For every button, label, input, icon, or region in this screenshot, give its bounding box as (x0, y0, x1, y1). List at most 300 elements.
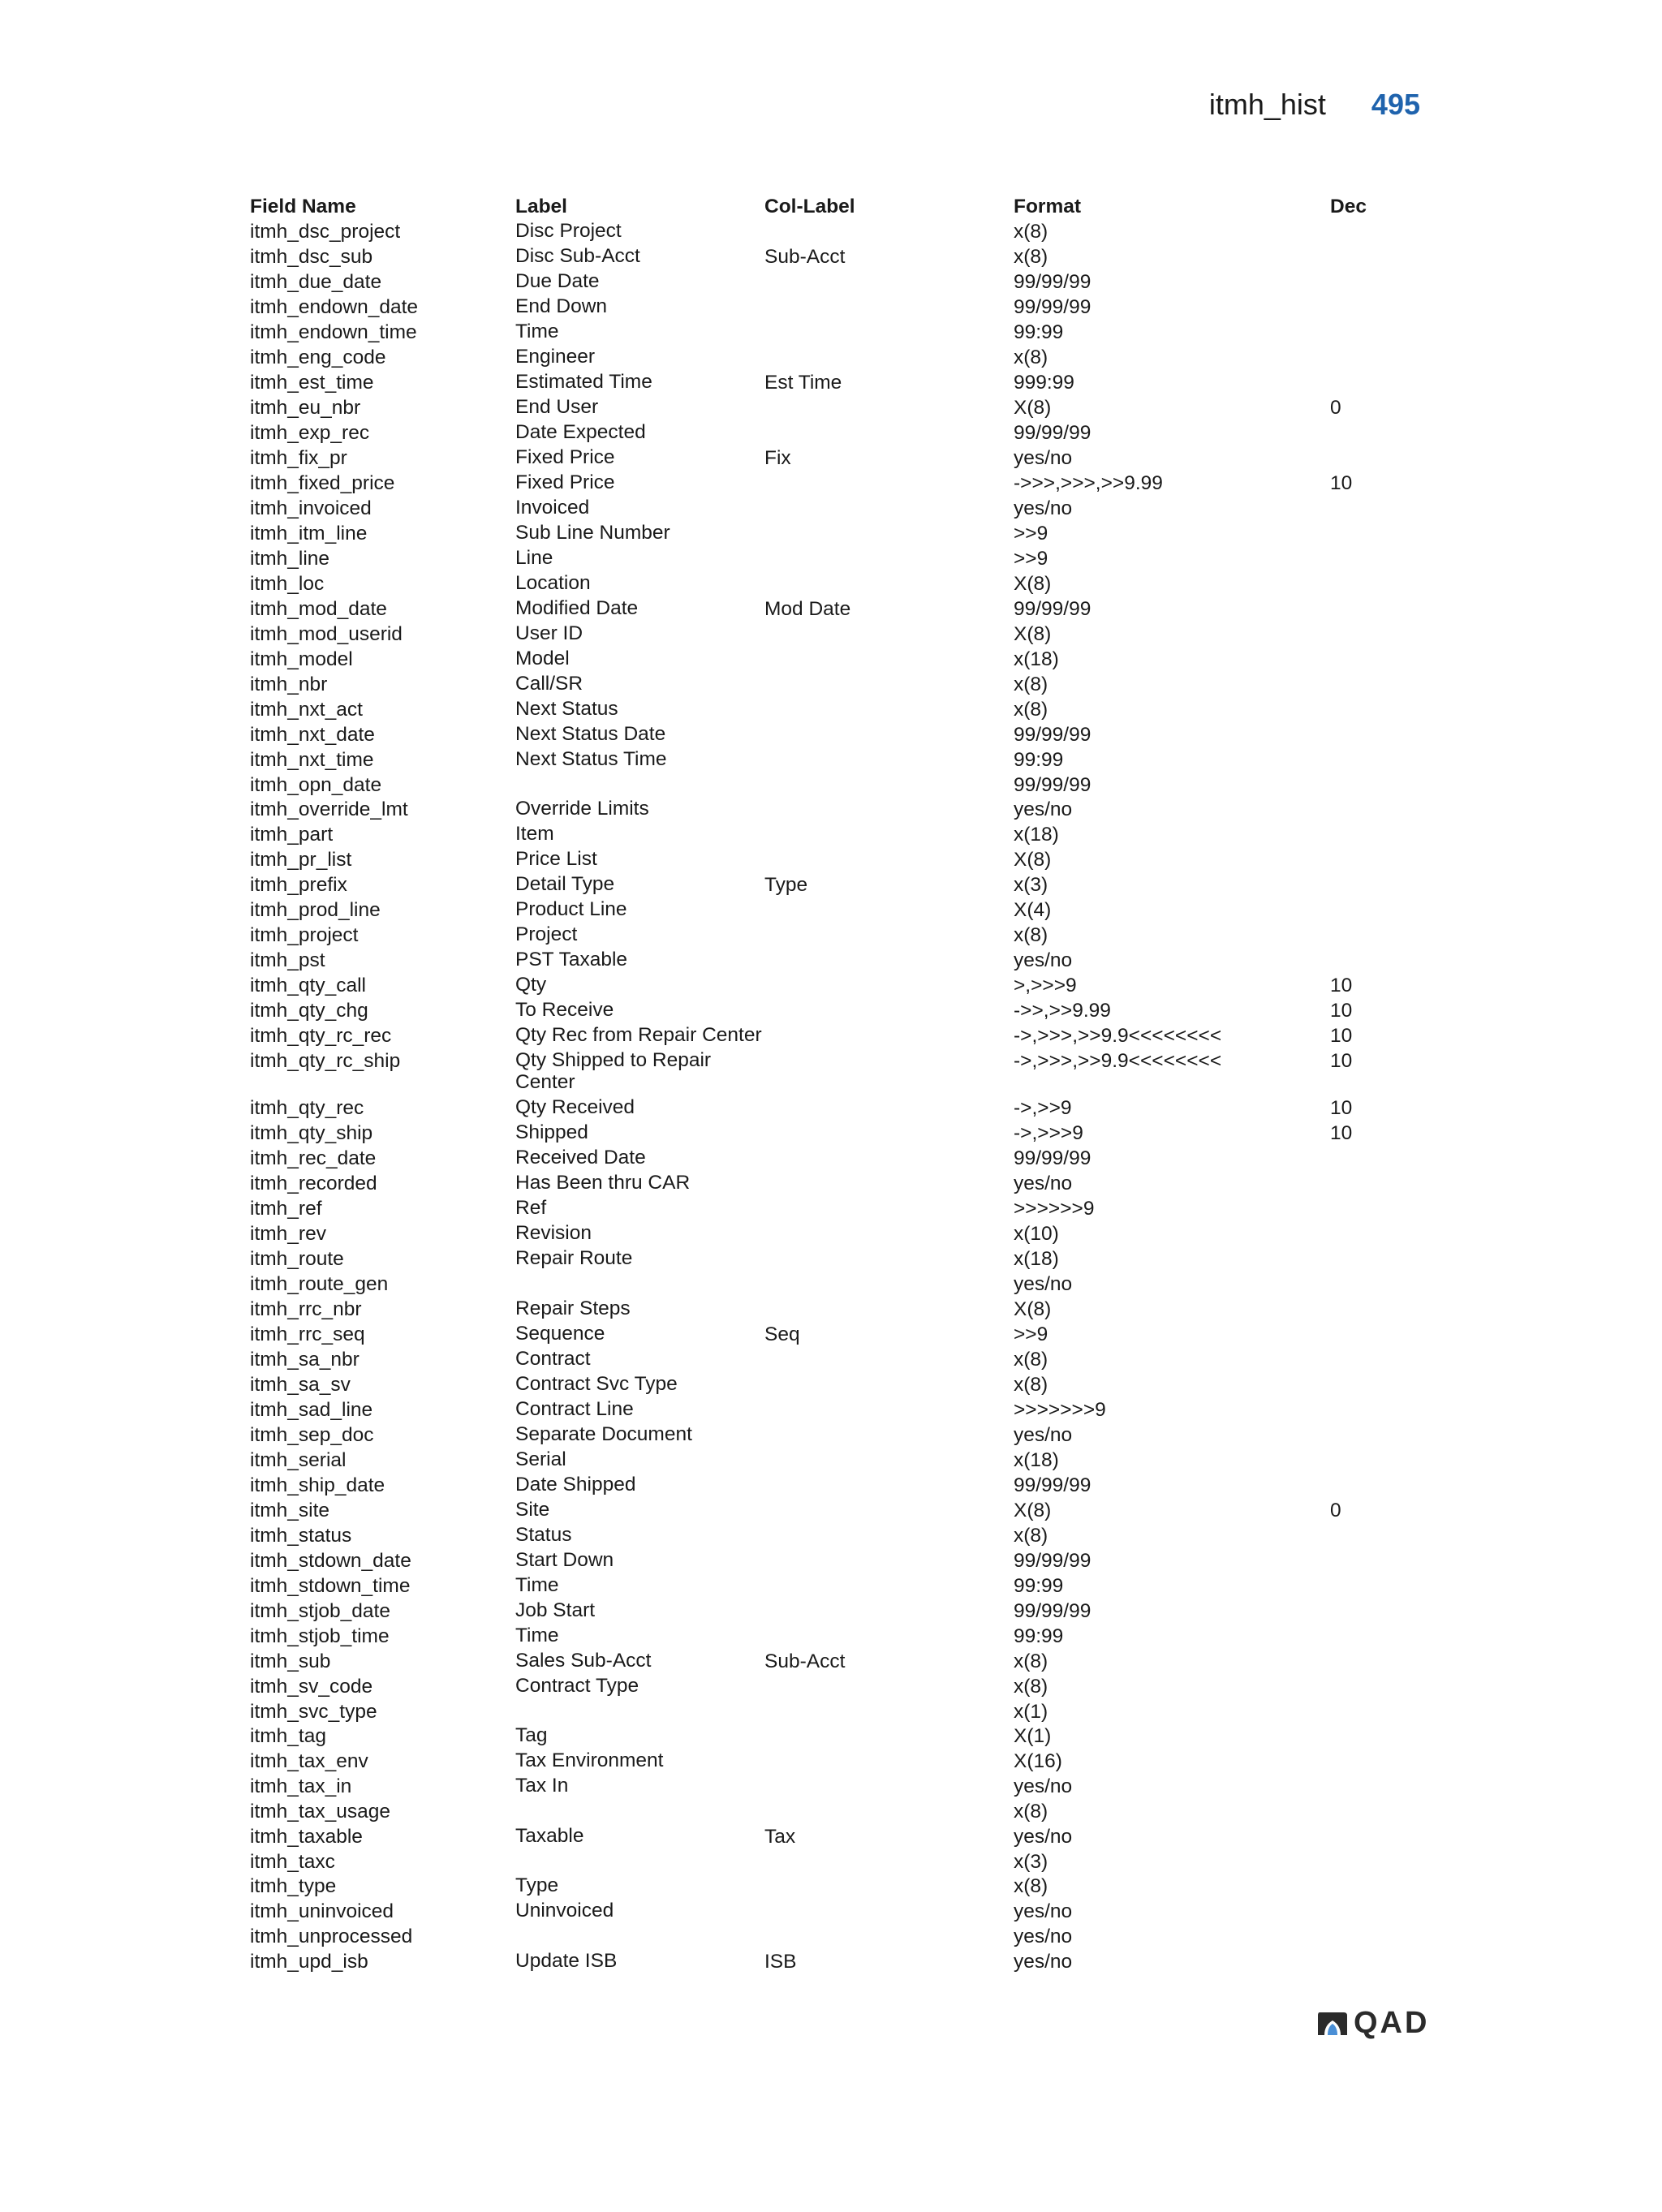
cell-dec (1330, 572, 1395, 597)
cell-dec (1330, 1925, 1395, 1950)
cell-field-name: itmh_qty_call (250, 975, 366, 996)
cell-field-name: itmh_serial (250, 1448, 347, 1471)
cell-label: Model (515, 647, 570, 669)
cell-format: yes/no (1014, 1173, 1073, 1194)
cell-field-name: itmh_stdown_time (250, 1574, 411, 1597)
cell-format: x(18) (1014, 824, 1059, 846)
cell-col-label (764, 698, 1014, 723)
cell-field-name: itmh_nbr (250, 673, 328, 695)
cell-dec (1330, 1724, 1395, 1749)
cell-format: X(8) (1014, 1298, 1052, 1320)
cell-col-label (764, 1398, 1014, 1423)
table-row (250, 1096, 1395, 1121)
cell-field-name: itmh_mod_userid (250, 622, 403, 645)
cell-col-label: Est Time (764, 371, 842, 394)
table-row (250, 1625, 1395, 1650)
cell-dec (1330, 1800, 1395, 1825)
cell-dec (1330, 1197, 1395, 1222)
table-row (250, 321, 1395, 346)
cell-field-name: itmh_sv_code (250, 1675, 373, 1698)
cell-dec (1330, 522, 1395, 547)
cell-field-name: itmh_pst (250, 949, 325, 971)
table-row (250, 798, 1395, 823)
cell-dec (1330, 1850, 1395, 1875)
table-row (250, 974, 1395, 999)
table-row (250, 1925, 1395, 1950)
cell-field-name: itmh_loc (250, 572, 325, 595)
table-row (250, 923, 1395, 949)
cell-field-name: itmh_est_time (250, 371, 374, 394)
table-row (250, 522, 1395, 547)
cell-col-label (764, 1247, 1014, 1272)
cell-format: x(8) (1014, 924, 1048, 946)
cell-dec (1330, 270, 1395, 295)
cell-format: yes/no (1014, 949, 1073, 971)
cell-dec (1330, 1247, 1395, 1272)
cell-format: yes/no (1014, 1900, 1073, 1922)
cell-format: x(8) (1014, 1373, 1048, 1396)
cell-label: Date Shipped (515, 1473, 636, 1495)
cell-label: Modified Date (515, 596, 639, 619)
cell-dec (1330, 823, 1395, 848)
cell-dec (1330, 1574, 1395, 1599)
cell-col-label: Seq (764, 1323, 800, 1345)
table-row (250, 471, 1395, 497)
cell-dec (1330, 1549, 1395, 1574)
cell-label: Contract Svc Type (515, 1372, 678, 1395)
cell-field-name: itmh_ref (250, 1198, 322, 1220)
cell-dec (1330, 295, 1395, 321)
cell-dec: 10 (1330, 1122, 1353, 1144)
cell-label: Time (515, 1624, 559, 1646)
cell-field-name: itmh_eng_code (250, 346, 386, 368)
table-row (250, 270, 1395, 295)
table-row (250, 1448, 1395, 1474)
cell-field-name: itmh_dsc_sub (250, 245, 373, 268)
cell-dec (1330, 873, 1395, 898)
cell-dec (1330, 245, 1395, 270)
cell-field-name: itmh_sa_sv (250, 1373, 351, 1396)
cell-label: Sequence (515, 1322, 605, 1345)
qad-logo (1316, 2006, 1429, 2041)
cell-field-name: itmh_route (250, 1248, 344, 1270)
cell-label: Invoiced (515, 496, 590, 519)
table-row (250, 572, 1395, 597)
cell-field-name: itmh_sub (250, 1650, 331, 1672)
table-row (250, 698, 1395, 723)
cell-format: 99/99/99 (1014, 270, 1091, 293)
cell-label: Update ISB (515, 1949, 618, 1972)
cell-dec (1330, 220, 1395, 245)
cell-format: x(8) (1014, 1801, 1048, 1823)
cell-col-label (764, 999, 1014, 1024)
table-row (250, 673, 1395, 698)
cell-field-name: itmh_opn_date (250, 773, 382, 796)
cell-format: X(8) (1014, 572, 1052, 595)
cell-label: Next Status Date (515, 722, 666, 745)
column-header-field-name: Field Name (250, 196, 356, 217)
cell-field-name: itmh_part (250, 824, 334, 846)
cell-col-label (764, 1850, 1014, 1875)
cell-field-name: itmh_site (250, 1499, 330, 1521)
cell-col-label (764, 1900, 1014, 1925)
cell-col-label (764, 1474, 1014, 1499)
cell-label: Next Status (515, 697, 618, 720)
cell-label: Uninvoiced (515, 1900, 614, 1922)
cell-dec (1330, 748, 1395, 773)
column-header-dec: Dec (1330, 196, 1367, 217)
cell-field-name: itmh_uninvoiced (250, 1900, 394, 1922)
cell-field-name: itmh_rrc_seq (250, 1323, 365, 1345)
cell-dec (1330, 1749, 1395, 1775)
cell-format: x(18) (1014, 648, 1059, 670)
cell-dec (1330, 321, 1395, 346)
cell-label: Has Been thru CAR (515, 1172, 691, 1194)
table-row (250, 1775, 1395, 1800)
cell-dec (1330, 1373, 1395, 1398)
cell-label: Status (515, 1523, 572, 1546)
qad-logo-icon (1316, 2009, 1349, 2038)
cell-label: Disc Sub-Acct (515, 244, 640, 267)
cell-format: x(8) (1014, 698, 1048, 721)
cell-field-name: itmh_svc_type (250, 1700, 377, 1723)
table-row (250, 748, 1395, 773)
cell-dec (1330, 371, 1395, 396)
cell-col-label (764, 1448, 1014, 1474)
cell-dec (1330, 1298, 1395, 1323)
cell-dec (1330, 1423, 1395, 1448)
cell-format: 99/99/99 (1014, 421, 1091, 444)
cell-format: ->,>>>,>>9.9<<<<<<<< (1014, 1025, 1222, 1047)
table-row (250, 1323, 1395, 1348)
column-header-label: Label (515, 196, 567, 217)
cell-format: 99:99 (1014, 321, 1064, 343)
cell-field-name: itmh_fix_pr (250, 446, 347, 469)
cell-label: Due Date (515, 269, 600, 292)
cell-format: x(8) (1014, 1650, 1048, 1672)
table-row (250, 1850, 1395, 1875)
table-row (250, 1724, 1395, 1749)
cell-col-label (764, 1121, 1014, 1147)
field-table (250, 195, 1395, 1975)
cell-field-name: itmh_override_lmt (250, 798, 408, 820)
cell-col-label (764, 421, 1014, 446)
table-row (250, 1197, 1395, 1222)
table-body (250, 220, 1395, 1975)
cell-field-name: itmh_taxc (250, 1850, 335, 1873)
cell-field-name: itmh_sa_nbr (250, 1348, 360, 1371)
cell-col-label (764, 1423, 1014, 1448)
cell-dec (1330, 673, 1395, 698)
table-row (250, 1700, 1395, 1725)
cell-dec (1330, 1222, 1395, 1247)
cell-field-name: itmh_tax_in (250, 1775, 352, 1797)
cell-format: >>>>>>9 (1014, 1198, 1095, 1220)
cell-format: x(8) (1014, 1875, 1048, 1897)
cell-col-label (764, 1800, 1014, 1825)
cell-label: Product Line (515, 898, 627, 920)
cell-format: x(1) (1014, 1700, 1048, 1723)
cell-field-name: itmh_itm_line (250, 522, 368, 544)
cell-format: >>9 (1014, 522, 1048, 544)
cell-format: yes/no (1014, 798, 1073, 820)
page-title: itmh_hist (1208, 88, 1326, 121)
cell-label: Taxable (515, 1824, 584, 1847)
cell-format: X(8) (1014, 1499, 1052, 1521)
cell-dec: 10 (1330, 1097, 1353, 1119)
cell-field-name: itmh_tag (250, 1725, 326, 1747)
cell-label (515, 1850, 764, 1875)
cell-format: 99/99/99 (1014, 1147, 1091, 1169)
cell-field-name: itmh_mod_date (250, 597, 387, 620)
cell-format: yes/no (1014, 497, 1073, 519)
table-row (250, 1247, 1395, 1272)
cell-col-label (764, 1775, 1014, 1800)
cell-format: x(8) (1014, 673, 1048, 695)
table-row (250, 371, 1395, 396)
cell-label: Detail Type (515, 873, 615, 895)
cell-label: Project (515, 923, 578, 945)
cell-field-name: itmh_endown_time (250, 321, 417, 343)
cell-label: Override Limits (515, 798, 649, 820)
cell-col-label (764, 1024, 1014, 1049)
cell-dec (1330, 1599, 1395, 1625)
table-row (250, 497, 1395, 522)
cell-dec (1330, 497, 1395, 522)
cell-col-label (764, 1272, 1014, 1298)
cell-format: ->,>>9 (1014, 1097, 1072, 1119)
page-header (1209, 88, 1420, 122)
cell-field-name: itmh_rev (250, 1223, 326, 1245)
cell-format: >,>>>9 (1014, 975, 1077, 996)
cell-format: X(4) (1014, 899, 1052, 921)
table-row (250, 1524, 1395, 1549)
table-row (250, 1549, 1395, 1574)
cell-format: ->,>>>9 (1014, 1122, 1083, 1144)
cell-label: Fixed Price (515, 445, 615, 468)
cell-label: Sub Line Number (515, 521, 670, 544)
cell-col-label (764, 823, 1014, 848)
cell-field-name: itmh_model (250, 648, 353, 670)
cell-dec (1330, 1775, 1395, 1800)
cell-col-label (764, 1222, 1014, 1247)
cell-field-name: itmh_tax_usage (250, 1801, 390, 1823)
cell-field-name: itmh_qty_rc_rec (250, 1025, 392, 1047)
cell-col-label (764, 622, 1014, 648)
table-row (250, 823, 1395, 848)
cell-col-label (764, 898, 1014, 923)
table-row (250, 622, 1395, 648)
cell-field-name: itmh_qty_rec (250, 1097, 364, 1119)
cell-col-label (764, 346, 1014, 371)
cell-dec: 10 (1330, 975, 1353, 996)
cell-field-name: itmh_dsc_project (250, 220, 401, 243)
cell-dec (1330, 446, 1395, 471)
cell-col-label: Tax (764, 1825, 796, 1848)
cell-label: Disc Project (515, 219, 622, 242)
cell-dec (1330, 1323, 1395, 1348)
table-row (250, 1474, 1395, 1499)
table-row (250, 1800, 1395, 1825)
table-row (250, 898, 1395, 923)
cell-label: Separate Document (515, 1422, 692, 1445)
table-row (250, 949, 1395, 974)
cell-label: Tax Environment (515, 1749, 664, 1771)
cell-label: Type (515, 1874, 559, 1896)
cell-dec (1330, 1348, 1395, 1373)
cell-col-label (764, 572, 1014, 597)
cell-field-name: itmh_upd_isb (250, 1950, 368, 1973)
table-row (250, 1172, 1395, 1197)
cell-field-name: itmh_eu_nbr (250, 396, 361, 419)
cell-field-name: itmh_stjob_date (250, 1599, 390, 1622)
cell-col-label (764, 848, 1014, 873)
table-row (250, 1423, 1395, 1448)
cell-format: x(8) (1014, 1524, 1048, 1547)
cell-format: ->>>,>>>,>>9.99 (1014, 471, 1163, 494)
cell-col-label (764, 522, 1014, 547)
cell-dec (1330, 547, 1395, 572)
cell-col-label (764, 1874, 1014, 1900)
cell-col-label (764, 673, 1014, 698)
cell-label (515, 1800, 764, 1825)
cell-dec: 10 (1330, 471, 1353, 494)
cell-format: >>9 (1014, 1323, 1048, 1345)
table-row (250, 1272, 1395, 1298)
cell-format: X(1) (1014, 1725, 1052, 1747)
cell-col-label (764, 295, 1014, 321)
cell-format: yes/no (1014, 1825, 1073, 1848)
cell-col-label: Sub-Acct (764, 1650, 846, 1672)
cell-field-name: itmh_line (250, 547, 330, 570)
cell-label: Shipped (515, 1121, 588, 1143)
cell-col-label: Sub-Acct (764, 245, 846, 268)
cell-format: X(8) (1014, 396, 1052, 419)
cell-col-label (764, 396, 1014, 421)
cell-col-label (764, 1499, 1014, 1524)
cell-field-name: itmh_qty_chg (250, 1000, 368, 1022)
cell-format: >>>>>>>9 (1014, 1398, 1106, 1421)
table-row (250, 1348, 1395, 1373)
cell-col-label (764, 270, 1014, 295)
table-row (250, 1121, 1395, 1147)
cell-format: yes/no (1014, 446, 1073, 469)
cell-col-label (764, 1298, 1014, 1323)
cell-field-name: itmh_qty_ship (250, 1122, 373, 1144)
cell-format: 99/99/99 (1014, 597, 1091, 620)
table-row (250, 1675, 1395, 1700)
cell-label: Qty Shipped to Repair Center (515, 1049, 712, 1093)
table-row (250, 1749, 1395, 1775)
cell-label (515, 1700, 764, 1725)
table-row (250, 421, 1395, 446)
cell-col-label (764, 773, 1014, 798)
qad-logo-text: QAD (1354, 2006, 1430, 2040)
page-number: 495 (1371, 88, 1420, 121)
cell-field-name: itmh_rec_date (250, 1147, 377, 1169)
cell-label: Time (515, 320, 559, 342)
cell-format: ->>,>>9.99 (1014, 1000, 1111, 1022)
cell-format: X(8) (1014, 849, 1052, 871)
cell-format: yes/no (1014, 1926, 1073, 1947)
cell-field-name: itmh_pr_list (250, 849, 352, 871)
cell-col-label (764, 547, 1014, 572)
cell-format: yes/no (1014, 1423, 1073, 1446)
table-row (250, 446, 1395, 471)
table-row (250, 873, 1395, 898)
cell-format: x(18) (1014, 1248, 1059, 1270)
cell-field-name: itmh_ship_date (250, 1474, 385, 1496)
cell-col-label (764, 1197, 1014, 1222)
cell-label: Price List (515, 848, 597, 870)
cell-col-label (764, 471, 1014, 497)
cell-format: yes/no (1014, 1775, 1073, 1797)
cell-col-label (764, 723, 1014, 748)
cell-dec (1330, 1825, 1395, 1850)
cell-col-label (764, 1700, 1014, 1725)
cell-field-name: itmh_recorded (250, 1173, 377, 1194)
cell-dec: 10 (1330, 1025, 1353, 1047)
table-header-row (250, 195, 1395, 220)
cell-col-label (764, 1348, 1014, 1373)
cell-col-label (764, 497, 1014, 522)
cell-field-name: itmh_prefix (250, 874, 347, 896)
cell-dec: 0 (1330, 396, 1341, 419)
table-row (250, 396, 1395, 421)
cell-dec (1330, 622, 1395, 648)
cell-format: x(10) (1014, 1223, 1059, 1245)
cell-col-label (764, 1625, 1014, 1650)
cell-format: X(8) (1014, 622, 1052, 645)
cell-field-name: itmh_stjob_time (250, 1625, 390, 1647)
cell-label: Item (515, 823, 554, 845)
cell-label: Time (515, 1573, 559, 1596)
cell-col-label: Mod Date (764, 597, 851, 620)
cell-label: Start Down (515, 1548, 614, 1571)
cell-col-label (764, 1749, 1014, 1775)
cell-label: PST Taxable (515, 949, 628, 970)
cell-label: Contract Type (515, 1674, 639, 1697)
cell-dec (1330, 1448, 1395, 1474)
cell-dec (1330, 648, 1395, 673)
cell-label: Ref (515, 1197, 547, 1219)
table-row (250, 1398, 1395, 1423)
table-row (250, 999, 1395, 1024)
cell-label: Job Start (515, 1599, 596, 1621)
cell-field-name: itmh_tax_env (250, 1750, 368, 1772)
cell-col-label: Type (764, 874, 808, 896)
cell-col-label (764, 220, 1014, 245)
table-row (250, 220, 1395, 245)
cell-label (515, 773, 764, 798)
cell-dec (1330, 1700, 1395, 1725)
cell-field-name: itmh_taxable (250, 1825, 363, 1848)
cell-label: Tag (515, 1724, 548, 1746)
cell-col-label (764, 1675, 1014, 1700)
cell-format: 999:99 (1014, 371, 1074, 394)
cell-label: Contract (515, 1347, 591, 1370)
cell-col-label (764, 974, 1014, 999)
cell-field-name: itmh_project (250, 924, 359, 946)
cell-format: x(18) (1014, 1448, 1059, 1471)
cell-dec: 10 (1330, 1050, 1353, 1072)
cell-label: Sales Sub-Acct (515, 1649, 652, 1672)
cell-dec (1330, 1675, 1395, 1700)
cell-format: 99:99 (1014, 1574, 1064, 1597)
cell-label: Repair Steps (515, 1297, 631, 1319)
cell-label: Call/SR (515, 672, 583, 695)
table-row (250, 1499, 1395, 1524)
